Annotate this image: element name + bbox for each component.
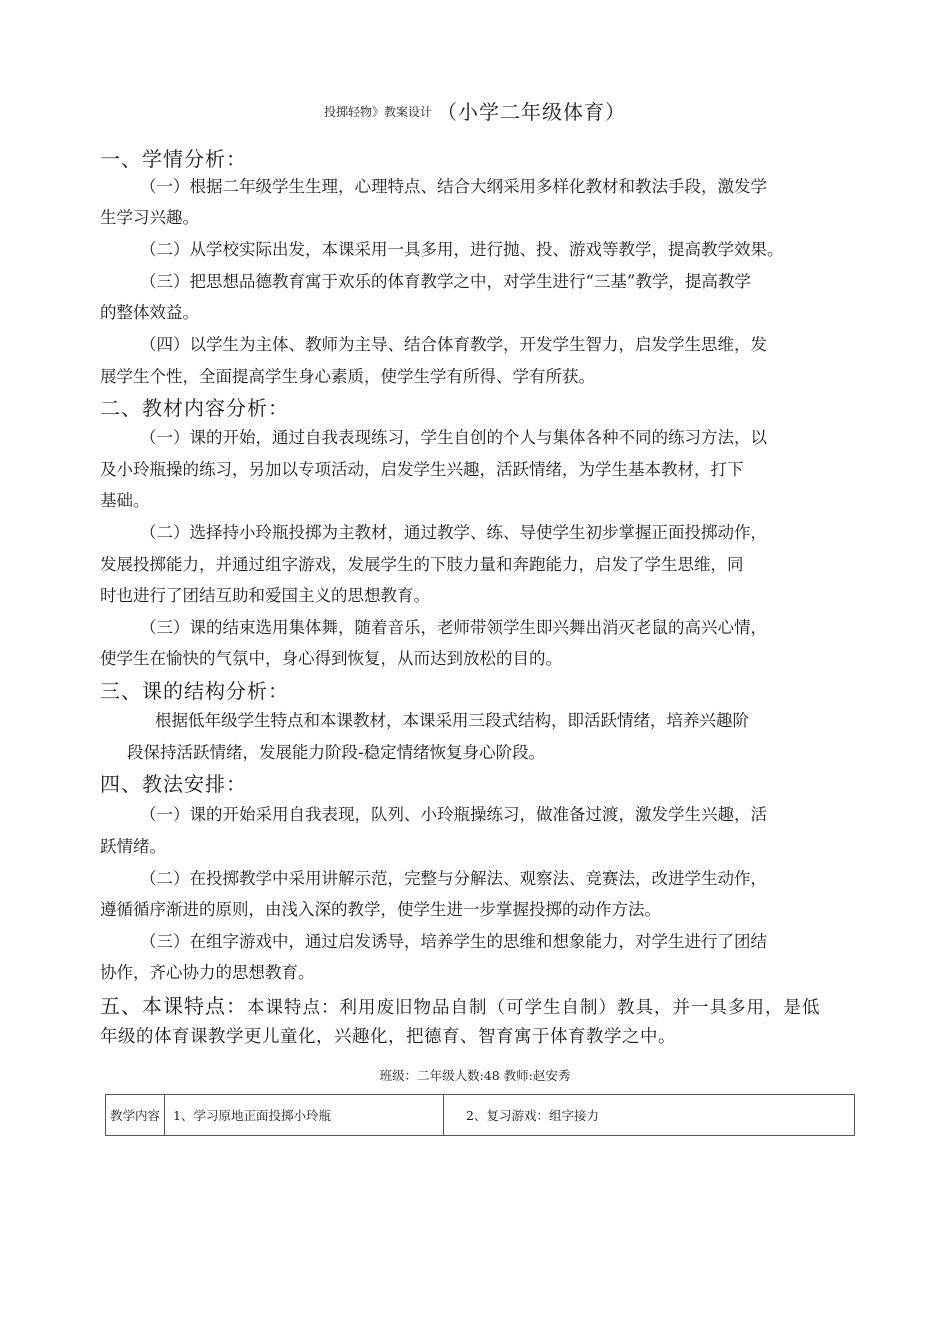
table-row	[106, 1095, 855, 1136]
paragraph-line: 时也进行了团结互助和爱国主义的思想教育。	[100, 586, 430, 605]
paragraph-line: 展学生个性，全面提高学生身心素质，使学生学有所得、学有所获。	[100, 367, 595, 386]
title-main: （小学二年级体育）	[437, 100, 627, 124]
paragraph-line: 跃情绪。	[100, 837, 166, 856]
paragraph-line: （一）根据二年级学生生理，心理特点、结合大纲采用多样化教材和教法手段，激发学	[140, 177, 767, 196]
paragraph-line: （二）在投掷教学中采用讲解示范，完整与分解法、观察法、竞赛法，改进学生动作，	[140, 869, 767, 888]
paragraph-line: 段保持活跃情绪，发展能力阶段-稳定情绪恢复身心阶段。	[127, 743, 546, 762]
section-heading-3: 三、课的结构分析：	[100, 679, 289, 703]
paragraph-line: 使学生在愉快的气氛中，身心得到恢复，从而达到放松的目的。	[100, 649, 562, 668]
table-cell-item-1: 1、学习原地正面投掷小玲瓶	[165, 1095, 444, 1136]
paragraph-line: 年级的体育课教学更儿童化，兴趣化，把德育、智育寓于体育教学之中。	[100, 1027, 676, 1047]
paragraph-line: 遵循循序渐进的原则，由浅入深的教学，使学生进一步掌握投掷的动作方法。	[100, 900, 661, 919]
section-5-inline-text: 本课特点：利用废旧物品自制（可学生自制）教具，并一具多用，是低	[247, 998, 821, 1018]
table-cell-item-2: 2、复习游戏：组字接力	[444, 1095, 855, 1136]
paragraph-line: （三）课的结束选用集体舞，随着音乐，老师带领学生即兴舞出消灭老鼠的高兴心情，	[140, 618, 767, 637]
title-prefix: 投掷轻物》教案设计	[323, 105, 432, 119]
paragraph-line: 及小玲瓶操的练习，另加以专项活动，启发学生兴趣，活跃情绪，为学生基本教材，打下	[100, 460, 744, 479]
paragraph-line: （四）以学生为主体、教师为主导、结合体育教学，开发学生智力，启发学生思维，发	[140, 335, 767, 354]
paragraph-line: （三）把思想品德教育寓于欢乐的体育教学之中，对学生进行“三基”教学，提高教学	[140, 272, 751, 291]
section-heading-5-label: 五、本课特点：	[100, 994, 247, 1018]
section-heading-5	[100, 990, 821, 1019]
document-title	[0, 96, 950, 125]
paragraph-line: 的整体效益。	[100, 303, 199, 322]
table-header-cell: 教学内容	[106, 1095, 165, 1136]
paragraph-line: （二）从学校实际出发，本课采用一具多用，进行抛、投、游戏等教学，提高教学效果。	[140, 240, 784, 259]
paragraph-line: （三）在组字游戏中，通过启发诱导，培养学生的思维和想象能力，对学生进行了团结	[140, 932, 767, 951]
class-info-line: 班级：二年级人数:48 教师:赵安秀	[379, 1068, 571, 1083]
paragraph-line: （一）课的开始采用自我表现，队列、小玲瓶操练习，做准备过渡，激发学生兴趣，活	[140, 805, 767, 824]
teaching-content-table	[105, 1094, 855, 1136]
paragraph-line: 根据低年级学生特点和本课教材，本课采用三段式结构，即活跃情绪，培养兴趣阶	[155, 711, 749, 730]
section-heading-4: 四、教法安排：	[100, 772, 247, 796]
paragraph-line: 协作，齐心协力的思想教育。	[100, 963, 315, 982]
paragraph-line: （二）选择持小玲瓶投掷为主教材，通过教学、练、导使学生初步掌握正面投掷动作，	[140, 523, 767, 542]
section-heading-1: 一、学情分析：	[100, 147, 247, 171]
paragraph-line: （一）课的开始，通过自我表现练习，学生自创的个人与集体各种不同的练习方法，以	[140, 428, 767, 447]
paragraph-line: 生学习兴趣。	[100, 208, 199, 227]
section-heading-2: 二、教材内容分析：	[100, 396, 289, 420]
paragraph-line: 基础。	[100, 491, 150, 510]
paragraph-line: 发展投掷能力，并通过组字游戏，发展学生的下肢力量和奔跑能力，启发了学生思维，同	[100, 555, 744, 574]
